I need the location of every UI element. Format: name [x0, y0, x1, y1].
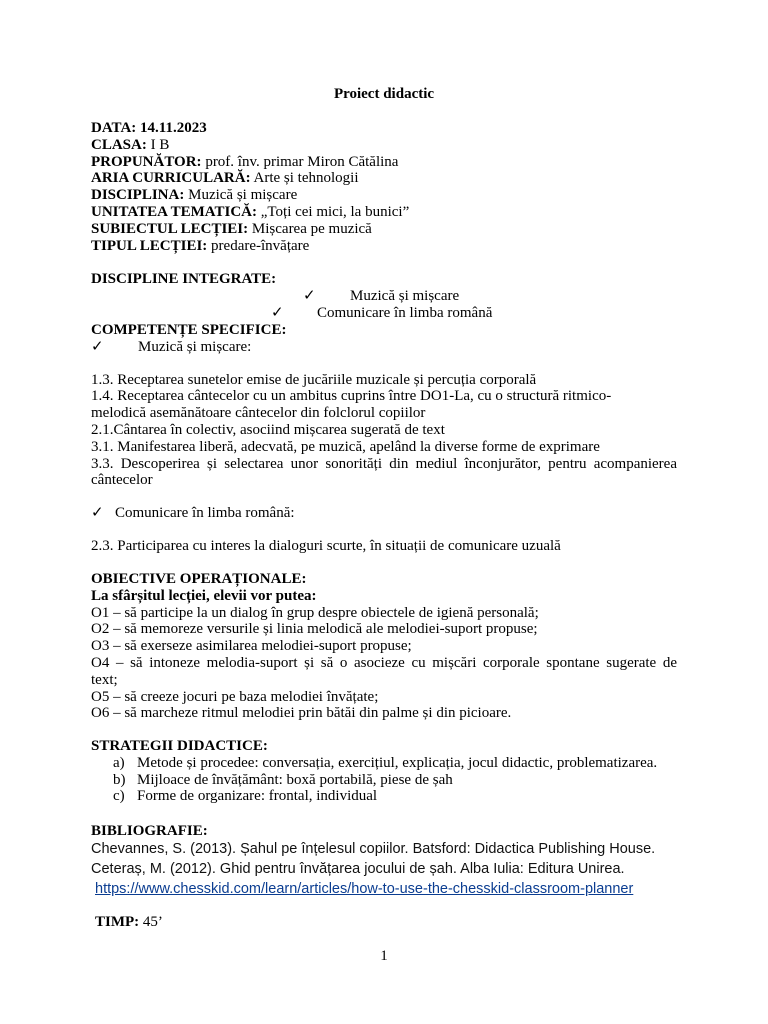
bibliography-heading: BIBLIOGRAFIE:	[91, 823, 208, 839]
checkmark-icon: ✓	[91, 505, 104, 522]
bibliography-entries	[91, 839, 691, 899]
objectives-subheading: La sfârșitul lecției, elevii vor putea:	[91, 587, 317, 604]
header-thematic-unit: UNITATEA TEMATICĂ: „Toți cei mici, la bunici”	[91, 203, 410, 220]
header-date: DATA: 14.11.2023	[91, 120, 207, 136]
competence-item: 1.4. Receptarea cântecelor cu un ambitus cuprins între DO1-La, cu o structură ritmico-	[91, 388, 612, 405]
time-label: TIMP:	[95, 914, 140, 930]
strategies-heading: STRATEGII DIDACTICE:	[91, 738, 268, 754]
checkmark-icon: ✓	[91, 338, 104, 355]
header-lesson-type: TIPUL LECȚIEI: predare-învățare	[91, 237, 310, 254]
integrated-item: ✓ Muzică și mișcare	[303, 288, 460, 304]
competences-heading: COMPETENȚE SPECIFICE:	[91, 322, 287, 338]
integrated-item: ✓ Comunicare în limba română	[271, 305, 493, 321]
competences-section	[91, 322, 677, 555]
objective-item: O2 – să memoreze versurile și linia melodică ale melodiei-suport propuse;	[91, 621, 538, 638]
bibliography-entry: Ceteraș, M. (2012). Ghid pentru învățarea jocului de șah. Alba Iulia: Editura Unirea.	[91, 861, 625, 877]
competence-item: 1.3. Receptarea sunetelor emise de jucăriile muzicale și percuția corporală	[91, 371, 537, 388]
strategies-section	[91, 738, 677, 805]
document-title: Proiect didactic	[333, 86, 435, 102]
objective-item: O4 – să intoneze melodia-suport și să o asocieze cu mișcări corporale spontane sugerate de	[91, 654, 677, 671]
header-discipline: DISCIPLINA: Muzică și mișcare	[91, 187, 298, 204]
objective-item: O6 – să marcheze ritmul melodiei prin bătăi din palme și din picioare.	[91, 705, 512, 722]
competence-item: cântecelor	[91, 472, 153, 489]
strategy-item: c) Forme de organizare: frontal, individual	[113, 788, 378, 805]
time-value: 45’	[139, 914, 163, 930]
objective-item: O5 – să creeze jocuri pe baza melodiei învățate;	[91, 688, 379, 705]
competence-item: 3.1. Manifestarea liberă, adecvată, pe muzică, apelând la diverse forme de exprimare	[91, 438, 600, 455]
header-proposer: PROPUNĂTOR: prof. înv. primar Miron Cătălina	[91, 153, 399, 170]
page-number: 1	[380, 948, 388, 964]
time-line	[95, 914, 681, 931]
bibliography-link[interactable]: https://www.chesskid.com/learn/articles/how-to-use-the-chesskid-classroom-planner	[95, 881, 634, 897]
objective-item: O1 – să participe la un dialog în grup despre obiectele de igienă personală;	[91, 604, 539, 621]
objectives-heading: OBIECTIVE OPERAȚIONALE:	[91, 571, 307, 587]
integrated-disciplines	[91, 271, 677, 288]
checkmark-icon: ✓	[303, 288, 316, 304]
strategy-item: a) Metode și procedee: conversația, exercițiul, explicația, jocul didactic, problematizarea.	[113, 754, 658, 771]
competence-group-music: ✓ Muzică și mișcare:	[91, 338, 252, 355]
competence-item: melodică asemănătoare cântecelor din folclorul copiilor	[91, 405, 426, 422]
header-lesson-subject: SUBIECTUL LECȚIEI: Mișcarea pe muzică	[91, 220, 372, 237]
bibliography-entry: Chevannes, S. (2013). Șahul pe înțelesul copiilor. Batsford: Didactica Publishing House.	[91, 841, 656, 857]
strategy-item: b) Mijloace de învățământ: boxă portabilă, piese de șah	[113, 771, 453, 788]
checkmark-icon: ✓	[271, 305, 284, 321]
header-class: CLASA: I B	[91, 136, 170, 153]
header-curricular-area: ARIA CURRICULARĂ: Arte și tehnologii	[91, 170, 359, 187]
objective-item: O3 – să exerseze asimilarea melodiei-suport propuse;	[91, 638, 412, 655]
competence-group-romanian: ✓ Comunicare în limba română:	[91, 505, 295, 522]
competence-item: 2.3. Participarea cu interes la dialoguri scurte, în situații de comunicare uzuală	[91, 537, 561, 554]
objective-item: text;	[91, 671, 118, 688]
objectives-section	[91, 571, 677, 722]
competence-item: 2.1.Cântarea în colectiv, asociind mișcarea sugerată de text	[91, 421, 445, 438]
integrated-heading: DISCIPLINE INTEGRATE:	[91, 271, 277, 287]
competence-item: 3.3. Descoperirea și selectarea unor sonorități din mediul înconjurător, pentru acompanierea	[91, 455, 677, 472]
lesson-header	[91, 120, 677, 254]
bibliography-section	[91, 823, 691, 840]
